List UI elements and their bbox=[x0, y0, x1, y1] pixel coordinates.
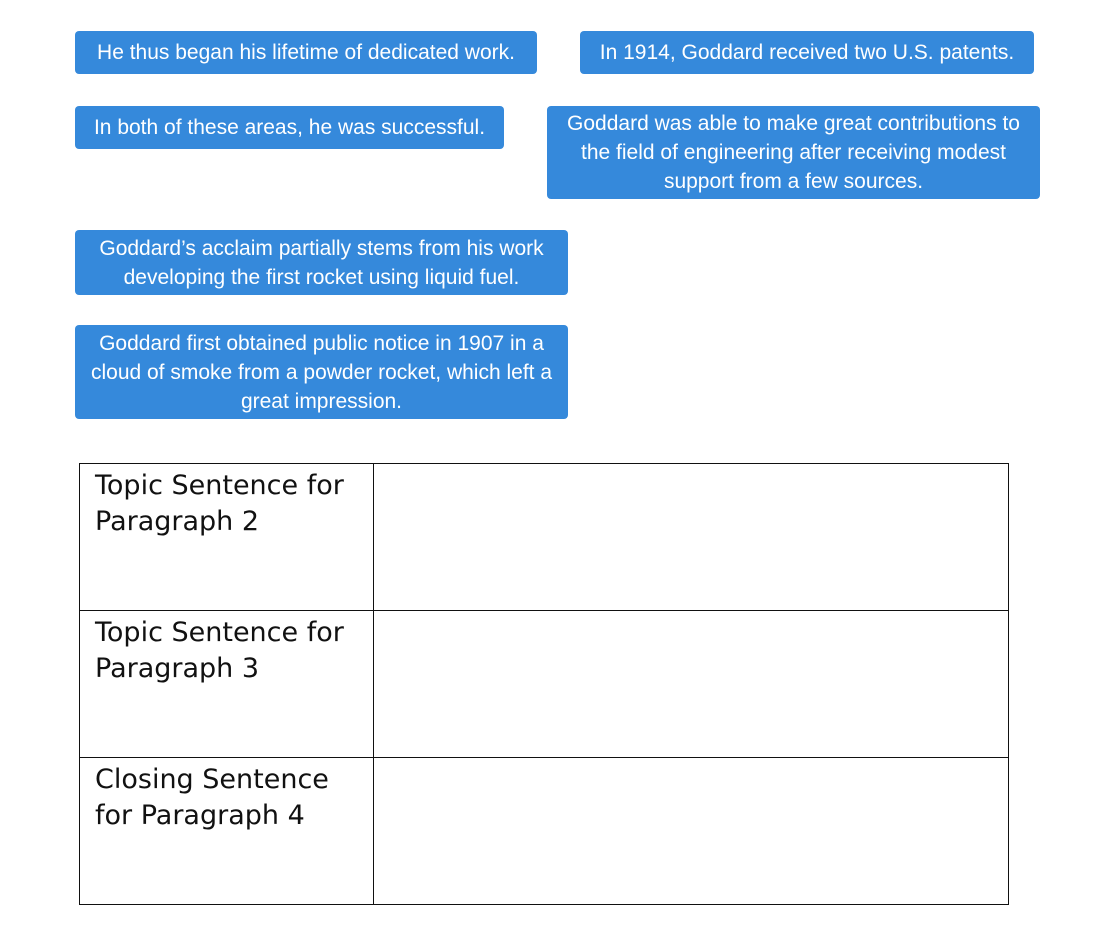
answer-tile-1914-patents[interactable]: In 1914, Goddard received two U.S. patents. bbox=[580, 31, 1034, 74]
drop-cell bbox=[374, 464, 1009, 611]
table-row bbox=[80, 464, 1009, 611]
answer-tile-great-contributions[interactable]: Goddard was able to make great contributions to the field of engineering after receiving modest support from a few sources. bbox=[547, 106, 1040, 199]
drop-zone-paragraph-3[interactable] bbox=[374, 611, 1008, 757]
answer-tile-public-notice-1907[interactable]: Goddard first obtained public notice in 1907 in a cloud of smoke from a powder rocket, which left a great impression. bbox=[75, 325, 568, 419]
drop-cell bbox=[374, 611, 1009, 758]
answer-tile-lifetime-work[interactable]: He thus began his lifetime of dedicated work. bbox=[75, 31, 537, 74]
row-label-paragraph-2: Topic Sentence for Paragraph 2 bbox=[80, 464, 374, 611]
table-row bbox=[80, 611, 1009, 758]
table-row bbox=[80, 758, 1009, 905]
sentence-match-table bbox=[79, 463, 1009, 905]
answer-tile-successful-areas[interactable]: In both of these areas, he was successful. bbox=[75, 106, 504, 149]
answer-tile-liquid-fuel-rocket[interactable]: Goddard’s acclaim partially stems from his work developing the first rocket using liquid fuel. bbox=[75, 230, 568, 295]
row-label-paragraph-3: Topic Sentence for Paragraph 3 bbox=[80, 611, 374, 758]
drop-zone-paragraph-2[interactable] bbox=[374, 464, 1008, 610]
drop-cell bbox=[374, 758, 1009, 905]
row-label-paragraph-4: Closing Sentence for Paragraph 4 bbox=[80, 758, 374, 905]
drop-zone-paragraph-4[interactable] bbox=[374, 758, 1008, 904]
